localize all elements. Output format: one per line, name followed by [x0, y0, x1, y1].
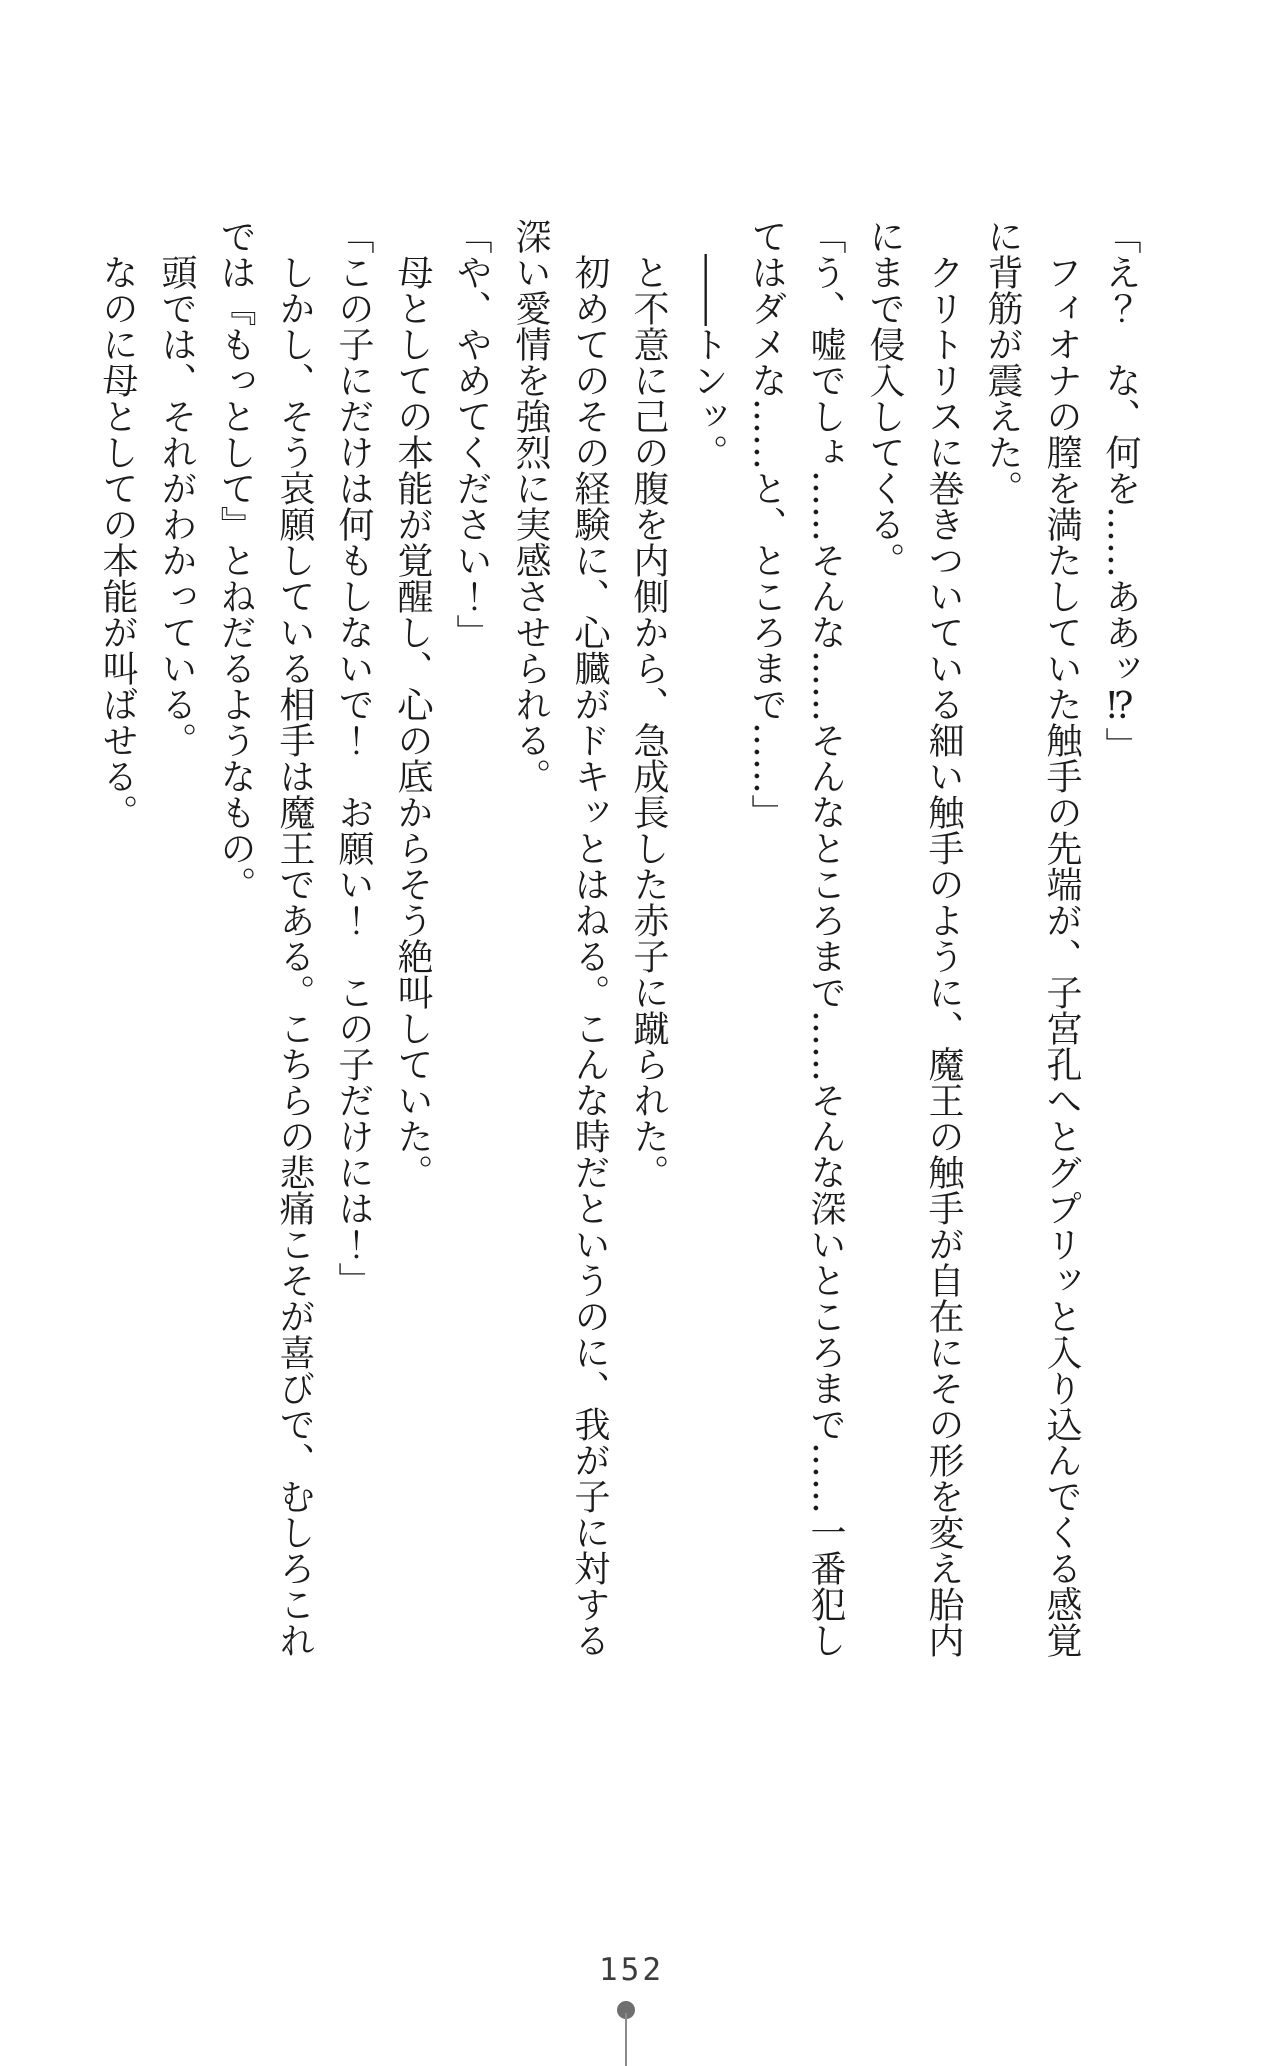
paragraph: しかし、そう哀願している相手は魔王である。こちらの悲痛こそが喜びで、むしろこれでは『もっとして』とねだるようなもの。 — [215, 218, 315, 1658]
paragraph: 「や、やめてください！」 — [451, 218, 492, 650]
paragraph: 頭では、それがわかっている。 — [156, 254, 197, 758]
paragraph: と不意に己の腹を内側から、急成長した赤子に蹴られた。 — [628, 254, 669, 1190]
paragraph: なのに母としての本能が叫ばせる。 — [97, 254, 138, 830]
paragraph: 母としての本能が覚醒し、心の底からそう絶叫していた。 — [392, 254, 433, 1190]
page-number: 152 — [599, 1952, 664, 1988]
page-marker-line — [625, 2013, 627, 2066]
paragraph: 「う、嘘でしょ……そんな……そんなところまで……そんな深いところまで……一番犯してはダメな……と、ところまで……」 — [746, 218, 846, 1658]
paragraph: ――トンッ。 — [687, 254, 728, 470]
paragraph: 「この子にだけは何もしないで！ お願い！ この子だけには！」 — [333, 218, 374, 1298]
paragraph: 「え？ な、何を……ああッ⁉」 — [1100, 218, 1141, 763]
text-block — [88, 218, 1150, 1658]
paragraph: 初めてのその経験に、心臓がドキッとはねる。こんな時だというのに、我が子に対する深い愛情を強烈に実感させられる。 — [510, 218, 610, 1658]
paragraph: クリトリスに巻きついている細い触手のように、魔王の触手が自在にその形を変え胎内にまで侵入してくる。 — [864, 218, 964, 1658]
paragraph: フィオナの膣を満たしていた触手の先端が、子宮孔へとグプリッと入り込んでくる感覚に背筋が震えた。 — [982, 218, 1082, 1658]
